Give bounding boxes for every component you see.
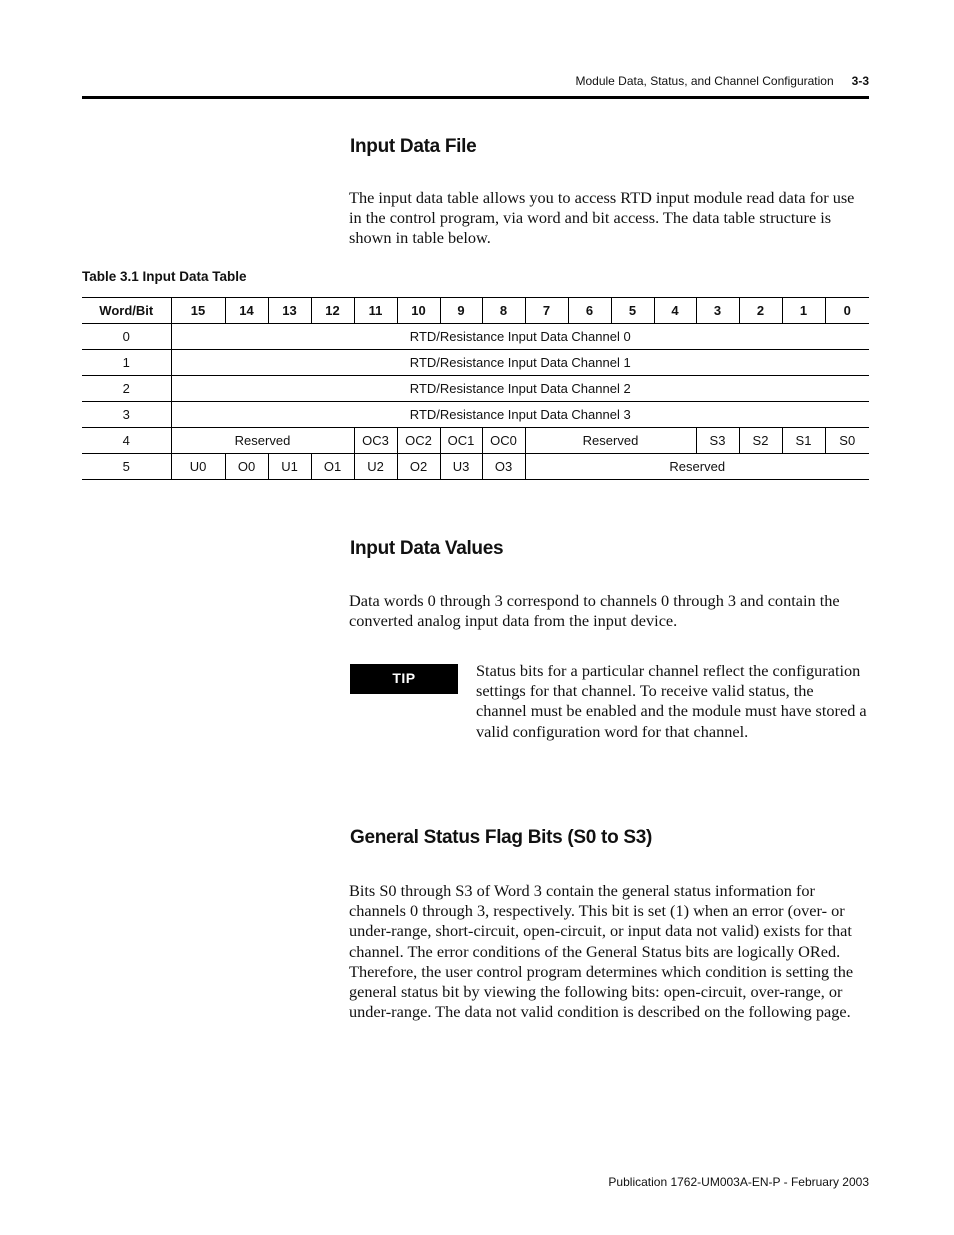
header-rule — [82, 96, 869, 99]
general-status-paragraph: Bits S0 through S3 of Word 3 contain the general status information for channels 0 through 3, respectively. This bit is set (1) when an error (over- or under-range, short-circuit, open-circuit, or input data not valid) exists for that channel. The error conditions of the General Status bits are logically ORed. Therefore, the user control program determines which condition is setting the general status bit by viewing the following bits: open-circuit, over-range, or under-range. The data not valid condition is described on the following page. — [349, 881, 854, 1022]
bit-cell-o1: O1 — [311, 454, 354, 480]
header-bit-4: 4 — [654, 298, 696, 324]
reserved-cell: Reserved — [525, 454, 869, 480]
table-row — [82, 350, 869, 376]
reserved-cell: Reserved — [171, 428, 354, 454]
publication-footer: Publication 1762-UM003A-EN-P - February 2003 — [608, 1175, 869, 1189]
input-data-table — [82, 297, 869, 480]
table-row — [82, 324, 869, 350]
header-bit-3: 3 — [696, 298, 739, 324]
header-bit-12: 12 — [311, 298, 354, 324]
bit-cell-s1: S1 — [782, 428, 825, 454]
header-bit-11: 11 — [354, 298, 397, 324]
table-row — [82, 454, 869, 480]
bit-cell-oc1: OC1 — [440, 428, 482, 454]
header-bit-6: 6 — [568, 298, 611, 324]
input-data-values-paragraph: Data words 0 through 3 correspond to channels 0 through 3 and contain the converted analog input data from the input device. — [349, 591, 840, 631]
table-row — [82, 376, 869, 402]
bit-cell-u0: U0 — [171, 454, 225, 480]
channel-data-cell: RTD/Resistance Input Data Channel 1 — [171, 350, 869, 376]
header-bit-13: 13 — [268, 298, 311, 324]
channel-data-cell: RTD/Resistance Input Data Channel 0 — [171, 324, 869, 350]
section-heading-input-data-values: Input Data Values — [350, 538, 504, 559]
running-header-title: Module Data, Status, and Channel Configuration — [575, 74, 834, 88]
word-number: 1 — [82, 350, 171, 376]
table-caption: Table 3.1 Input Data Table — [82, 269, 247, 284]
header-bit-5: 5 — [611, 298, 654, 324]
word-number: 3 — [82, 402, 171, 428]
header-bit-8: 8 — [482, 298, 525, 324]
channel-data-cell: RTD/Resistance Input Data Channel 3 — [171, 402, 869, 428]
bit-cell-oc3: OC3 — [354, 428, 397, 454]
tip-text: Status bits for a particular channel reflect the configuration settings for that channel. To receive valid status, the channel must be enabled and the module must have stored a valid configuration word for that channel. — [476, 661, 867, 741]
bit-cell-s0: S0 — [825, 428, 869, 454]
bit-cell-o0: O0 — [225, 454, 268, 480]
table-row — [82, 402, 869, 428]
header-bit-15: 15 — [171, 298, 225, 324]
header-bit-1: 1 — [782, 298, 825, 324]
word-number: 2 — [82, 376, 171, 402]
header-bit-10: 10 — [397, 298, 440, 324]
bit-cell-o3: O3 — [482, 454, 525, 480]
bit-cell-s3: S3 — [696, 428, 739, 454]
bit-cell-oc0: OC0 — [482, 428, 525, 454]
tip-label: TIP — [350, 664, 458, 694]
bit-cell-oc2: OC2 — [397, 428, 440, 454]
word-number: 5 — [82, 454, 171, 480]
word-number: 0 — [82, 324, 171, 350]
header-bit-7: 7 — [525, 298, 568, 324]
word-number: 4 — [82, 428, 171, 454]
bit-cell-u1: U1 — [268, 454, 311, 480]
channel-data-cell: RTD/Resistance Input Data Channel 2 — [171, 376, 869, 402]
header-bit-14: 14 — [225, 298, 268, 324]
table-header-row — [82, 298, 869, 324]
table-row — [82, 428, 869, 454]
input-data-file-paragraph: The input data table allows you to access RTD input module read data for use in the control program, via word and bit access. The data table structure is shown in table below. — [349, 188, 855, 248]
reserved-cell: Reserved — [525, 428, 696, 454]
header-bit-9: 9 — [440, 298, 482, 324]
page-number: 3-3 — [851, 74, 869, 88]
header-word-bit: Word/Bit — [82, 298, 171, 324]
bit-cell-u2: U2 — [354, 454, 397, 480]
header-bit-2: 2 — [739, 298, 782, 324]
bit-cell-o2: O2 — [397, 454, 440, 480]
section-heading-input-data-file: Input Data File — [350, 136, 477, 157]
header-bit-0: 0 — [825, 298, 869, 324]
running-header — [82, 74, 869, 90]
bit-cell-u3: U3 — [440, 454, 482, 480]
section-heading-general-status-flag-bits: General Status Flag Bits (S0 to S3) — [350, 827, 653, 848]
bit-cell-s2: S2 — [739, 428, 782, 454]
